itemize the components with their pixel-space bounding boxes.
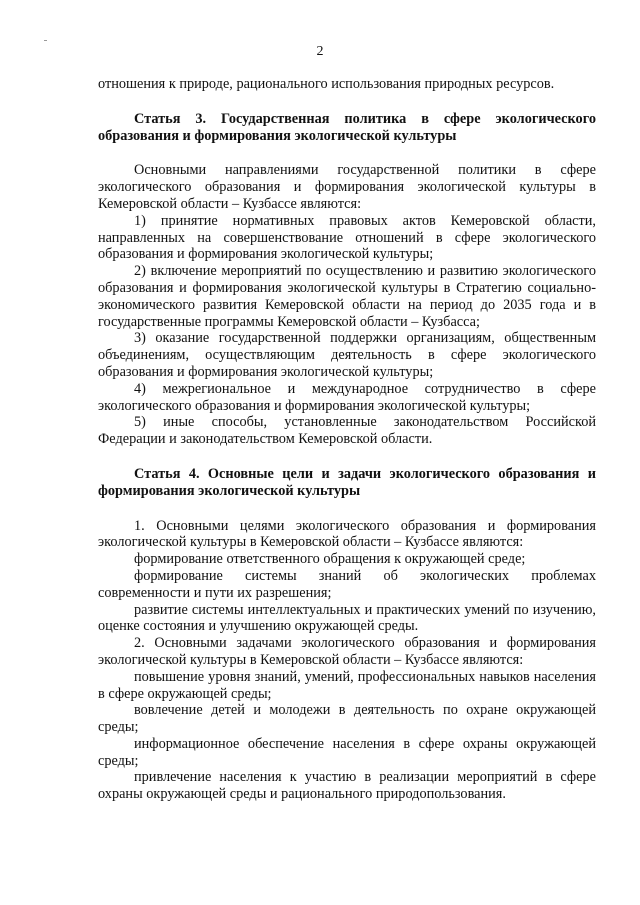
article-3-intro: Основными направлениями государственной политики в сфере экологического образования и формирования экологической культуры в Кемеровской области – Кузбассе являются: [98, 162, 596, 212]
scan-mark [44, 40, 47, 41]
article-3-item-2: 2) включение мероприятий по осуществлению и развитию экологического образования и формирования экологической культуры в Стратегию социально-экономического развития Кемеровской области на период до 2035 года и в государственные программы Кемеровской области – Кузбасса; [98, 263, 596, 330]
article-4-goal-1: формирование ответственного обращения к окружающей среде; [134, 551, 526, 568]
article-4-task-1: повышение уровня знаний, умений, профессиональных навыков населения в сфере окружающей среды; [98, 668, 596, 702]
page-number: 2 [316, 44, 324, 59]
article-4-tasks-intro: 2. Основными задачами экологического образования и формирования экологической культуры в Кемеровской области – Кузбассе являются: [98, 635, 596, 668]
article-4-task-3: информационное обеспечение населения в сфере охраны окружающей среды; [98, 735, 596, 769]
document-body [98, 76, 596, 803]
article-4-goal-2: формирование системы знаний об экологических проблемах современности и пути их разрешения; [98, 567, 596, 601]
article-4-goal-3: развитие системы интеллектуальных и практических умений по изучению, оценке состояния и улучшению окружающей среды. [98, 601, 596, 635]
article-3-item-4: 4) межрегиональное и международное сотрудничество в сфере экологического образования и формирования экологической культуры; [98, 380, 596, 414]
article-4-task-2: вовлечение детей и молодежи в деятельность по охране окружающей среды; [98, 702, 596, 736]
article-3-item-5: 5) иные способы, установленные законодательством Российской Федерации и законодательством Кемеровской области. [98, 414, 596, 448]
article-4-task-4: привлечение населения к участию в реализации мероприятий в сфере охраны окружающей среды и рационального природопользования. [98, 769, 596, 803]
continuation-text: отношения к природе, рационального использования природных ресурсов. [98, 76, 555, 92]
article-4-goals-intro: 1. Основными целями экологического образования и формирования экологической культуры в Кемеровской области – Кузбассе являются: [98, 517, 596, 551]
article-4-heading: Статья 4. Основные цели и задачи экологического образования и формирования экологической культуры [98, 465, 596, 499]
article-3-heading: Статья 3. Государственная политика в сфере экологического образования и формирования экологической культуры [98, 110, 596, 144]
article-3-item-1: 1) принятие нормативных правовых актов Кемеровской области, направленных на совершенствование отношений в сфере экологического образования и формирования экологической культуры; [98, 212, 596, 263]
article-3-item-3: 3) оказание государственной поддержки организациям, общественным объединениям, осуществляющим деятельность в сфере экологического образования и формирования экологической культуры; [98, 330, 596, 380]
